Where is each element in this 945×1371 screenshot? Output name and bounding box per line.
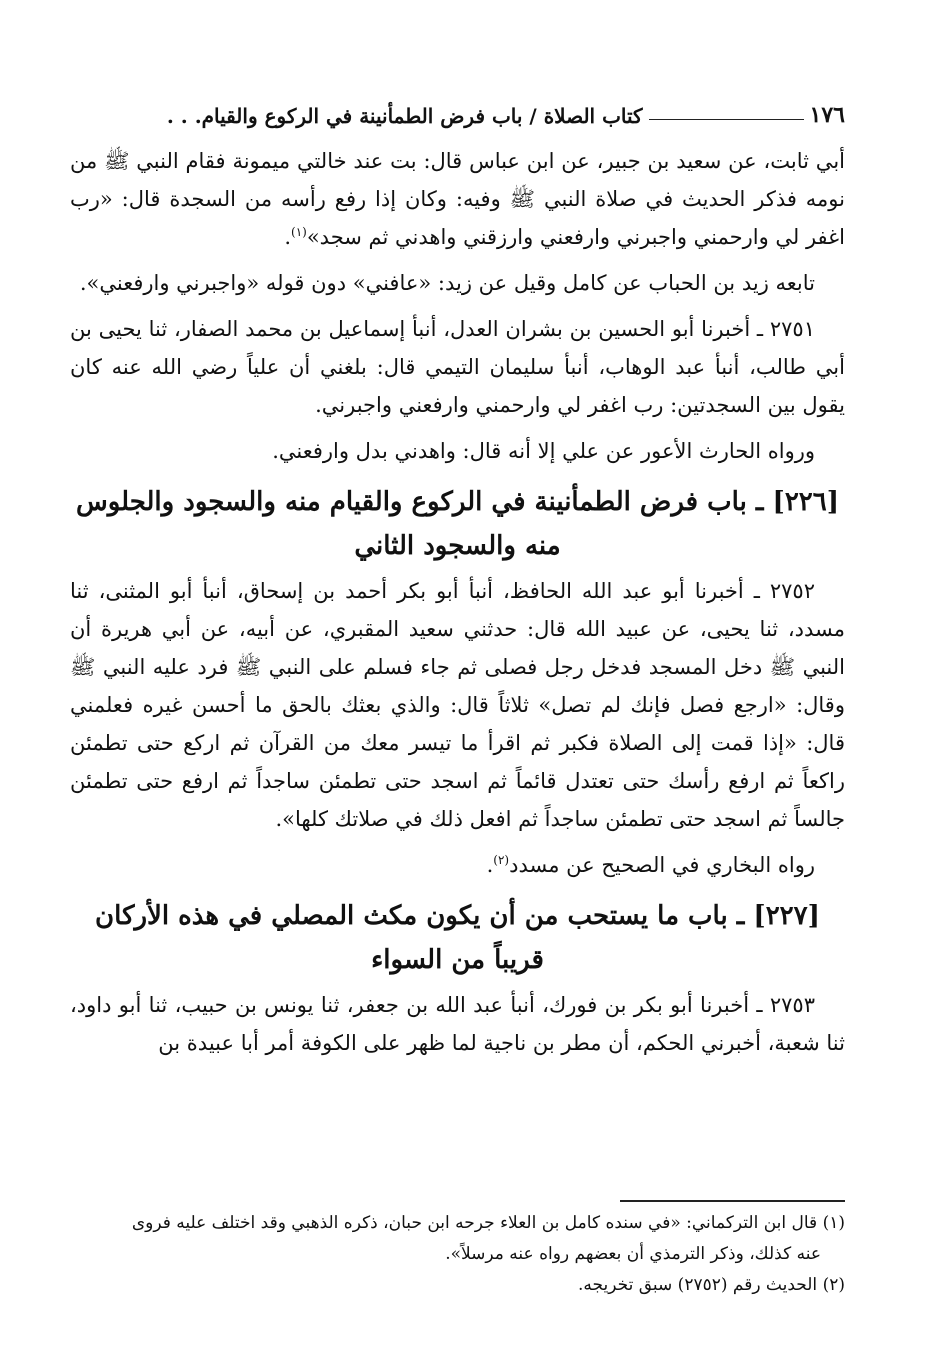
- paragraph-riwaya: ورواه الحارث الأعور عن علي إلا أنه قال: واهدني بدل وارفعني.: [272, 439, 815, 463]
- footnotes: [70, 1208, 845, 1301]
- footnote-1-line1: قال ابن التركماني: «في سنده كامل بن العلاء جرحه ابن حبان، ذكره الذهبي وقد اختلف عليه فروى: [131, 1213, 818, 1233]
- paragraph-hadith-2752: ٢٧٥٢ ـ أخبرنا أبو عبد الله الحافظ، أنبأ أبو بكر أحمد بن إسحاق، أنبأ أبو المثنى، ثنا مسدد، ثنا يحيى، عن عبيد الله قال: حدثني سعيد المقبري، عن أبيه، عن أبي هريرة أن النبي ﷺ دخل المسجد فدخل رجل فصلى ثم جاء فسلم على النبي ﷺ فرد عليه النبي ﷺ وقال: «ارجع فصل فإنك لم تصل» ثلاثاً قال: والذي بعثك بالحق ما أحسن غيره فعلمني قال: «إذا قمت إلى الصلاة فكبر ثم اقرأ ما تيسر معك من القرآن ثم اركع حتى تطمئن راكعاً ثم ارفع رأسك حتى تعتدل قائماً ثم اسجد حتى تطمئن ساجداً ثم ارفع حتى تطمئن جالساً ثم اسجد حتى تطمئن ساجداً ثم افعل ذلك في صلاتك كلها».: [70, 579, 845, 831]
- footnote-1: [70, 1208, 845, 1270]
- chapter-heading-226: [٢٢٦] ـ باب فرض الطمأنينة في الركوع والقيام منه والسجود والجلوس منه والسجود الثاني: [75, 487, 840, 561]
- header-rule: [649, 119, 804, 120]
- footnote-ref-2[interactable]: (٢): [493, 853, 510, 867]
- running-header: [70, 94, 845, 128]
- footnote-2: [70, 1270, 845, 1301]
- paragraph-mutaba: تابعه زيد بن الحباب عن كامل وقيل عن زيد: «عافني» دون قوله «واجبرني وارفعني».: [79, 271, 815, 295]
- footnote-1-line2: عنه كذلك، وذكر الترمذي أن بعضهم رواه عنه مرسلاً».: [445, 1244, 821, 1264]
- footnote-separator: [620, 1200, 845, 1202]
- paragraph-bukhari-note: رواه البخاري في الصحيح عن مسدد$^{(٢)}$.: [486, 853, 815, 877]
- page-body: [70, 142, 845, 1062]
- paragraph-hadith-continuation: أبي ثابت، عن سعيد بن جبير، عن ابن عباس قال: بت عند خالتي ميمونة فقام النبي ﷺ من نومه فذكر الحديث في صلاة النبي ﷺ وفيه: وكان إذا رفع رأسه من السجدة قال: «رب اغفر لي وارحمني واجبرني وارفعني وارزقني واهدني ثم سجد»$^{(١)}$.: [70, 149, 845, 249]
- paragraph-hadith-2753: ٢٧٥٣ ـ أخبرنا أبو بكر بن فورك، أنبأ عبد الله بن جعفر، ثنا يونس بن حبيب، ثنا أبو داود، ثنا شعبة، أخبرني الحكم، أن مطر بن ناجية لما ظهر على الكوفة أمر أبا عبيدة بن: [70, 993, 845, 1055]
- page-number: ١٧٦: [809, 102, 845, 128]
- footnote-2-number: (٢): [822, 1275, 845, 1295]
- paragraph-hadith-2751: ٢٧٥١ ـ أخبرنا أبو الحسين بن بشران العدل، أنبأ إسماعيل بن محمد الصفار، ثنا يحيى بن أبي طالب، أنبأ عبد الوهاب، أنبأ سليمان التيمي قال: بلغني أن علياً رضي الله عنه كان يقول بين السجدتين: رب اغفر لي وارحمني وارفعني واجبرني.: [70, 317, 845, 417]
- footnote-1-number: (١): [822, 1213, 845, 1233]
- chapter-heading-227: [٢٢٧] ـ باب ما يستحب من أن يكون مكث المصلي في هذه الأركان قريباً من السواء: [95, 901, 820, 975]
- footnote-ref-1[interactable]: (١): [291, 225, 307, 239]
- running-title: كتاب الصلاة / باب فرض الطمأنينة في الركوع والقيام. . .: [166, 104, 643, 128]
- footnote-2-text: الحديث رقم (٢٧٥٢) سبق تخريجه.: [578, 1275, 818, 1295]
